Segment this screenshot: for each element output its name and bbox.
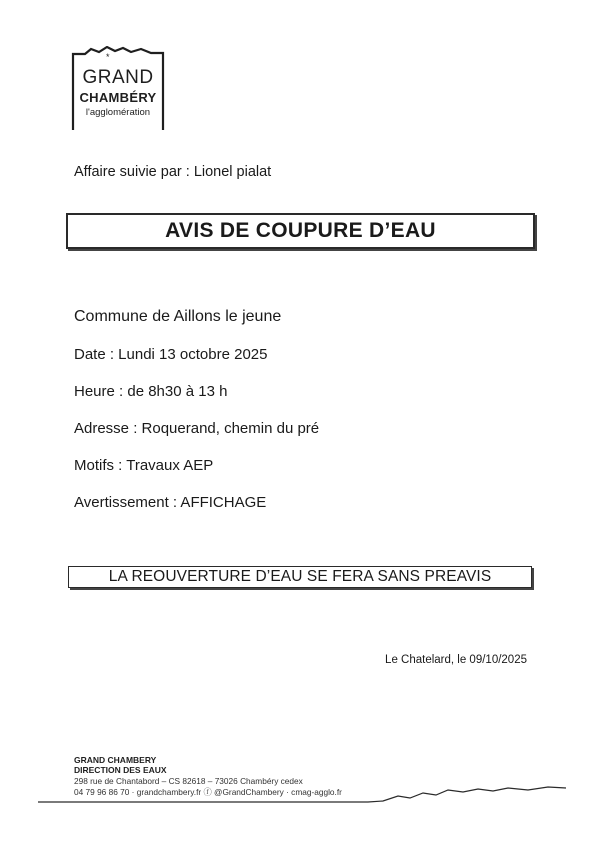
notice-title-text: AVIS DE COUPURE D’EAU [165,219,436,242]
date-line: Date : Lundi 13 octobre 2025 [74,346,268,363]
footer-org: GRAND CHAMBERY [74,755,157,765]
affaire-suivie: Affaire suivie par : Lionel pialat [74,164,272,180]
logo-chambery: CHAMBÉRY [79,90,157,105]
reouverture-text: LA REOUVERTURE D’EAU SE FERA SANS PREAVIS [108,568,492,585]
grand-chambery-logo [71,46,165,132]
reouverture-notice [68,566,532,588]
logo-frame [71,46,165,132]
footer-contact: 04 79 96 86 70 · grandchambery.fr ⓕ @GrandChambery · cmag-agglo.fr [74,787,342,797]
motifs-line: Motifs : Travaux AEP [74,457,214,474]
place-and-date: Le Chatelard, le 09/10/2025 [385,654,527,666]
logo-agglomeration: l'agglomération [85,107,151,118]
heure-line: Heure : de 8h30 à 13 h [74,383,228,400]
commune-line: Commune de Aillons le jeune [74,308,282,325]
logo-star: * [106,52,110,62]
footer-mountain-line [38,784,568,810]
avertissement-line: Avertissement : AFFICHAGE [74,494,267,511]
footer-direction: DIRECTION DES EAUX [74,765,167,775]
notice-title [66,213,535,249]
logo-grand: GRAND [82,67,154,88]
footer-address: 298 rue de Chantabord – CS 82618 – 73026 Chambéry cedex [74,776,303,786]
adresse-line: Adresse : Roquerand, chemin du pré [74,420,320,437]
